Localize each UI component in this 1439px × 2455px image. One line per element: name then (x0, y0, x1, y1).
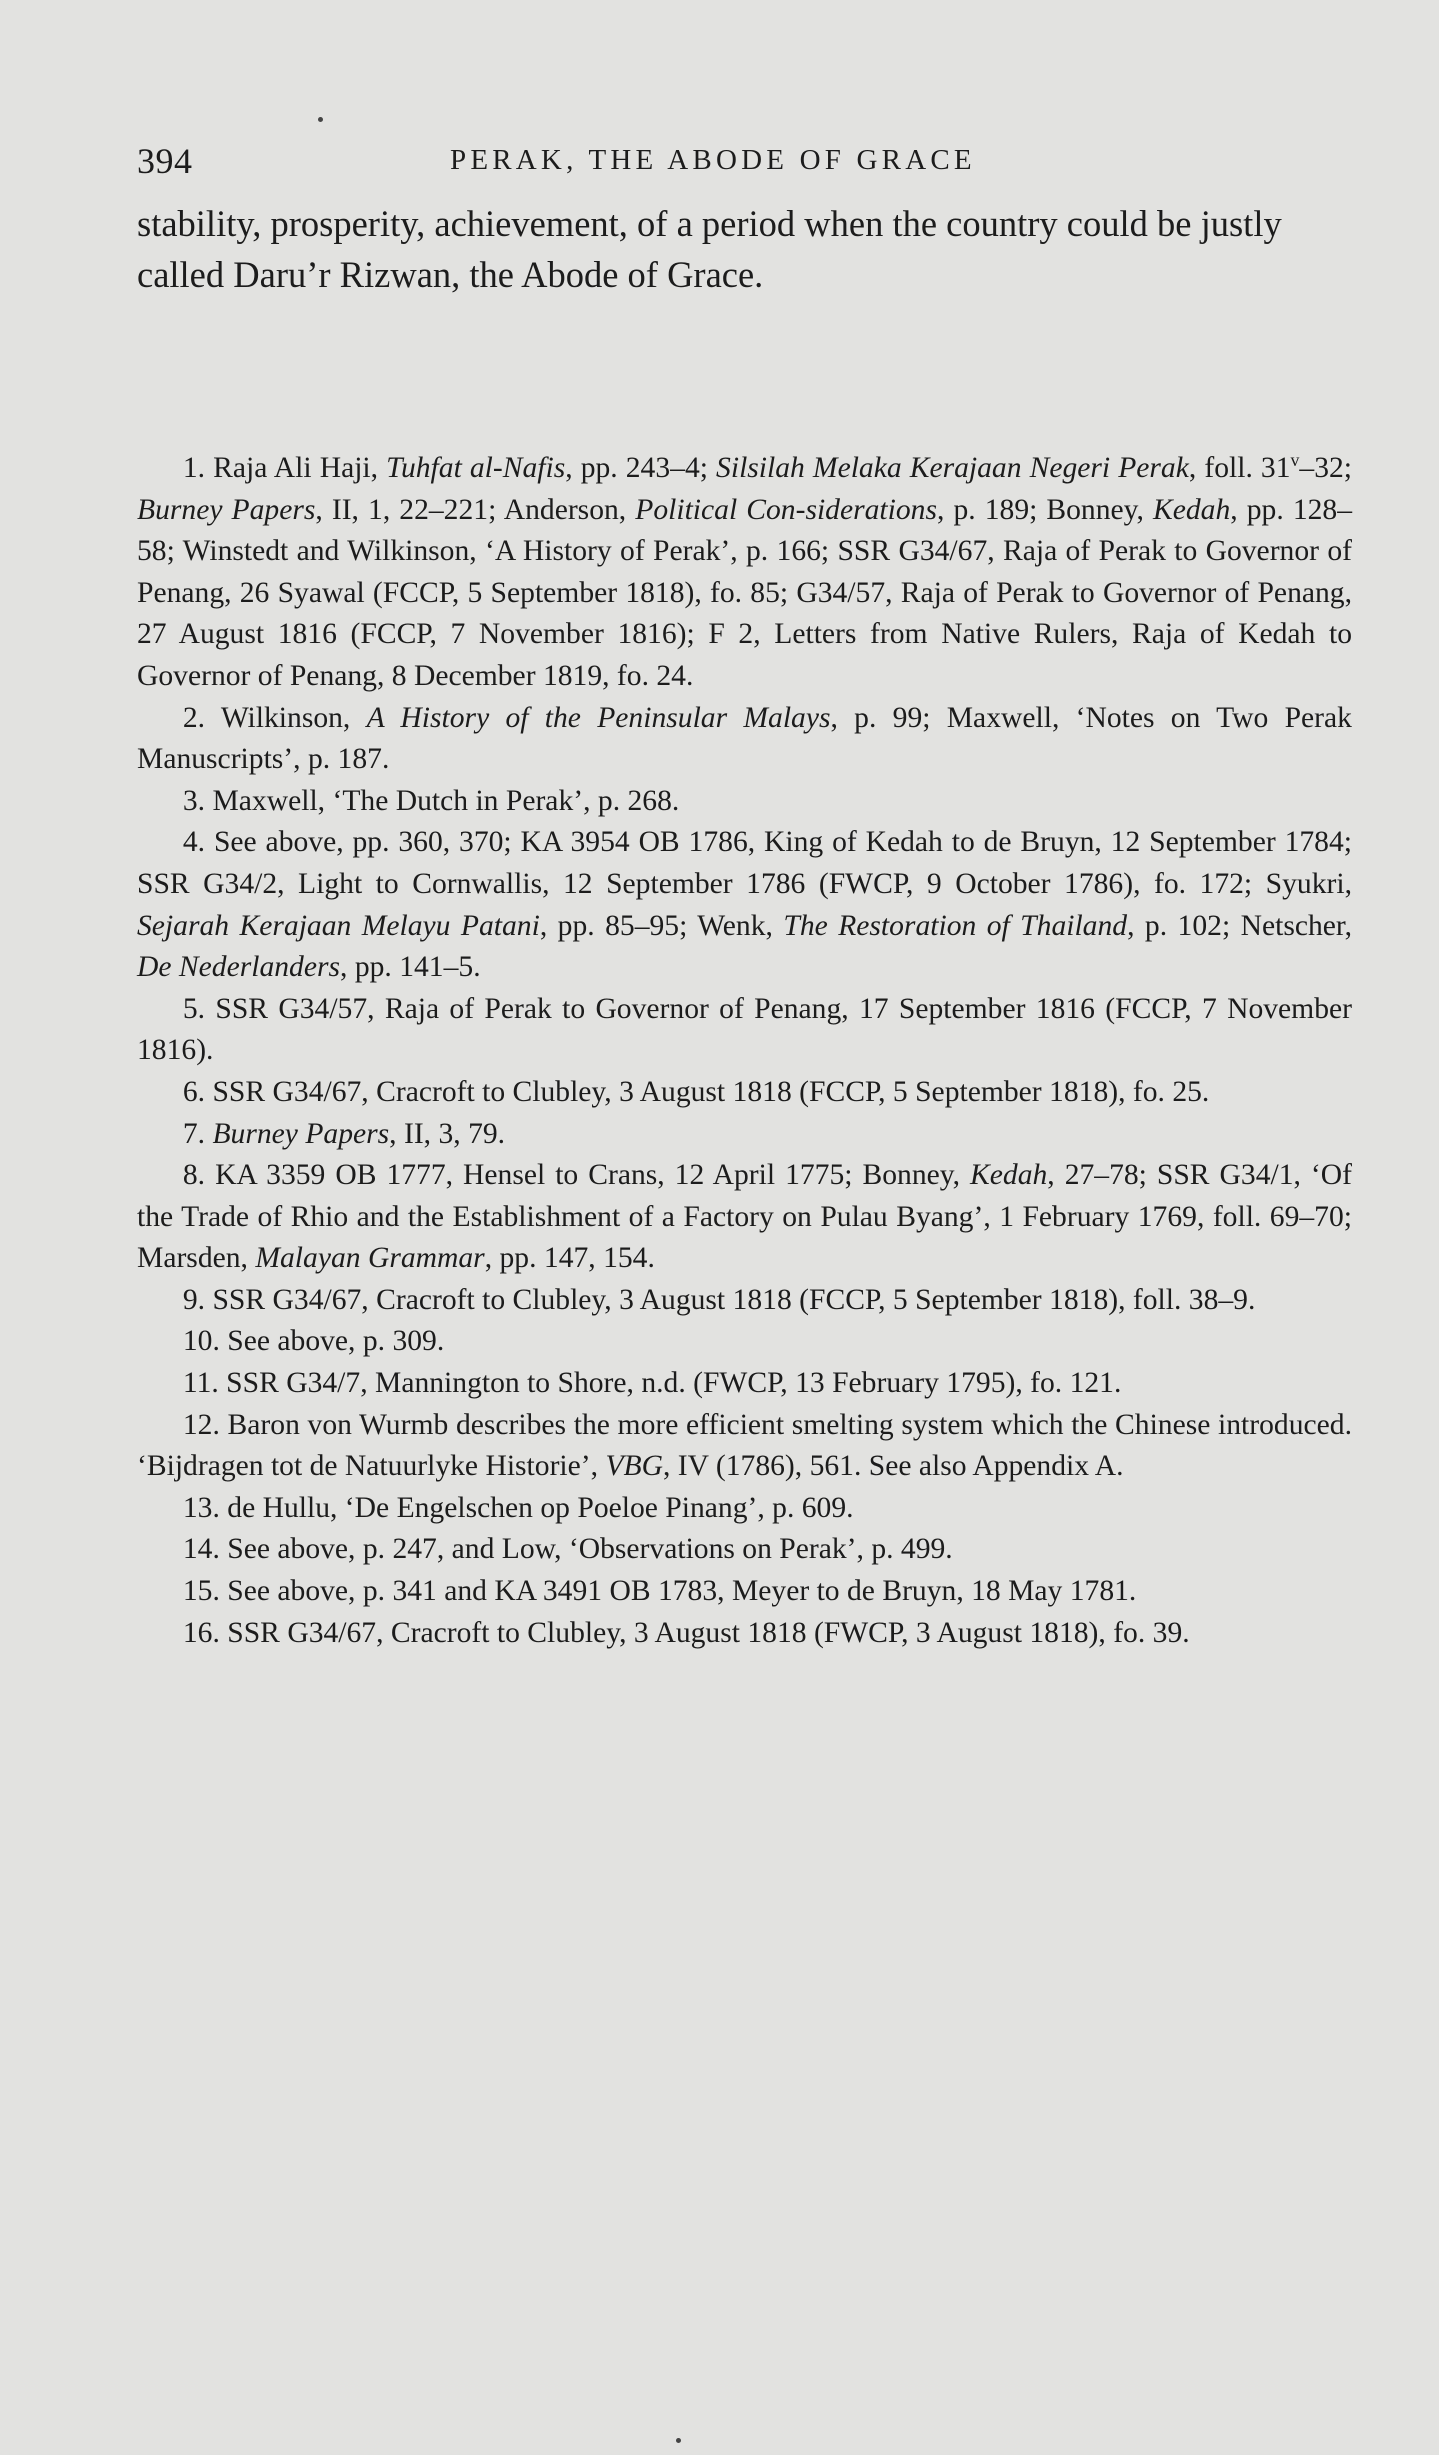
page-number: 394 (137, 141, 193, 181)
italic-title: Burney Papers (137, 493, 316, 526)
footnote-14 (137, 1529, 1352, 1571)
footnote-text: 15. See above, p. 341 and KA 3491 OB 1783, Meyer to de Bruyn, 18 May 1781. (182, 1575, 1137, 1608)
footnote-12 (137, 1405, 1352, 1488)
footnote-text: 16. SSR G34/67, Cracroft to Clubley, 3 August 1818 (FWCP, 3 August 1818), fo. 39. (182, 1616, 1190, 1649)
italic-title: Sejarah Kerajaan Melayu Patani (137, 909, 540, 942)
footnote-text: , pp. 128–58; Winstedt and Wilkinson, ‘A History of Perak’, p. 166; SSR G34/67, Raja of Perak to Governor of Penang, 26 Syawal (FCCP, 5 September 1818), fo. 85; G34/57, Raja of Perak to Governor of Penang, 27 August 1816 (FCCP, 7 November 1816); F 2, Letters from Native Rulers, Raja of Kedah to Governor of Penang, 8 December 1819, fo. 24. (137, 493, 1352, 692)
footnote-text: 5. SSR G34/57, Raja of Perak to Governor of Penang, 17 September 1816 (FCCP, 7 November 1816). (137, 992, 1352, 1067)
footnote-text: , 27–78; SSR G34/1, ‘Of the Trade of Rhio and the Establishment of a Factory on Pulau Byang’, 1 February 1769, foll. 69–70; Marsden, (137, 1159, 1353, 1275)
footnote-5 (137, 989, 1352, 1072)
footnotes-list (137, 448, 1352, 1654)
italic-title: Kedah (1153, 493, 1231, 526)
footnote-text: 7. (182, 1117, 213, 1150)
footnote-text: , pp. 141–5. (340, 951, 481, 984)
footnote-11 (137, 1363, 1352, 1405)
italic-title: Burney Papers (212, 1117, 390, 1150)
page-header (137, 140, 1352, 188)
footnote-4 (137, 822, 1352, 988)
footnote-7 (137, 1114, 1352, 1156)
footnote-text: 3. Maxwell, ‘The Dutch in Perak’, p. 268. (182, 784, 680, 817)
footnote-10 (137, 1321, 1352, 1363)
footnote-text: 12. Baron von Wurmb describes the more efficient smelting system which the Chinese introduced. ‘Bijdragen tot de Natuurlyke Historie’, (137, 1408, 1352, 1483)
footnote-text: , p. 102; Netscher, (1127, 909, 1352, 942)
footnote-6 (137, 1072, 1352, 1114)
italic-title: The Restoration of Thailand (783, 909, 1128, 942)
footnote-text: , foll. 31 (1188, 452, 1291, 484)
italic-title: Tuhfat al-Nafis (386, 452, 566, 484)
footnote-text: 14. See above, p. 247, and Low, ‘Observations on Perak’, p. 499. (182, 1533, 953, 1566)
footnote-15 (137, 1571, 1352, 1613)
footnote-text: , IV (1786), 561. See also Appendix A. (662, 1450, 1124, 1483)
footnote-text: 1. Raja Ali Haji, (182, 452, 387, 484)
footnote-2 (137, 698, 1352, 781)
italic-title: Political Con-siderations (635, 493, 937, 526)
footnote-1 (137, 448, 1352, 698)
italic-title: VBG (605, 1450, 663, 1483)
footnote-3 (137, 781, 1352, 823)
footnote-text: , pp. 85–95; Wenk, (539, 909, 784, 942)
footnote-text: , pp. 147, 154. (484, 1242, 655, 1275)
footnote-text: , p. 189; Bonney, (936, 493, 1154, 526)
running-title: PERAK, THE ABODE OF GRACE (450, 144, 976, 176)
body-paragraph: stability, prosperity, achievement, of a period when the country could be justly called Daru’r Rizwan, the Abode of Grace. (137, 203, 1282, 295)
footnote-text: 10. See above, p. 309. (182, 1325, 445, 1358)
footnote-8 (137, 1155, 1352, 1280)
scan-speck (676, 2438, 681, 2443)
footnote-text: 13. de Hullu, ‘De Engelschen op Poeloe Pinang’, p. 609. (182, 1491, 854, 1524)
italic-title: A History of the Peninsular Malays (366, 701, 831, 734)
scan-speck (318, 117, 323, 122)
footnote-text: , II, 3, 79. (389, 1117, 506, 1150)
footnote-text: 2. Wilkinson, (182, 701, 367, 734)
footnote-9 (137, 1280, 1352, 1322)
footnote-text: –32; (1299, 452, 1353, 484)
footnote-text: 11. SSR G34/7, Mannington to Shore, n.d. (FWCP, 13 February 1795), fo. 121. (182, 1367, 1122, 1400)
footnote-text: , p. 99; Maxwell, ‘Notes on Two Perak Manuscripts’, p. 187. (137, 701, 1352, 776)
footnote-text: , pp. 243–4; (565, 452, 717, 484)
italic-title: Kedah (970, 1159, 1048, 1192)
italic-title: Malayan Grammar (255, 1242, 485, 1275)
footnote-text: , II, 1, 22–221; Anderson, (315, 493, 636, 526)
superscript: v (1290, 450, 1300, 471)
footnote-13 (137, 1488, 1352, 1530)
footnote-text: 9. SSR G34/67, Cracroft to Clubley, 3 August 1818 (FCCP, 5 September 1818), foll. 38–9. (182, 1283, 1256, 1316)
footnote-text: 6. SSR G34/67, Cracroft to Clubley, 3 August 1818 (FCCP, 5 September 1818), fo. 25. (182, 1075, 1210, 1108)
footnote-16 (137, 1613, 1352, 1655)
footnote-text: 8. KA 3359 OB 1777, Hensel to Crans, 12 April 1775; Bonney, (182, 1159, 971, 1192)
footnote-text: 4. See above, pp. 360, 370; KA 3954 OB 1786, King of Kedah to de Bruyn, 12 September 1784; SSR G34/2, Light to Cornwallis, 12 September 1786 (FWCP, 9 October 1786), fo. 172; Syukri, (137, 826, 1352, 900)
italic-title: De Nederlanders (137, 951, 341, 984)
italic-title: Silsilah Melaka Kerajaan Negeri Perak (716, 452, 1189, 484)
